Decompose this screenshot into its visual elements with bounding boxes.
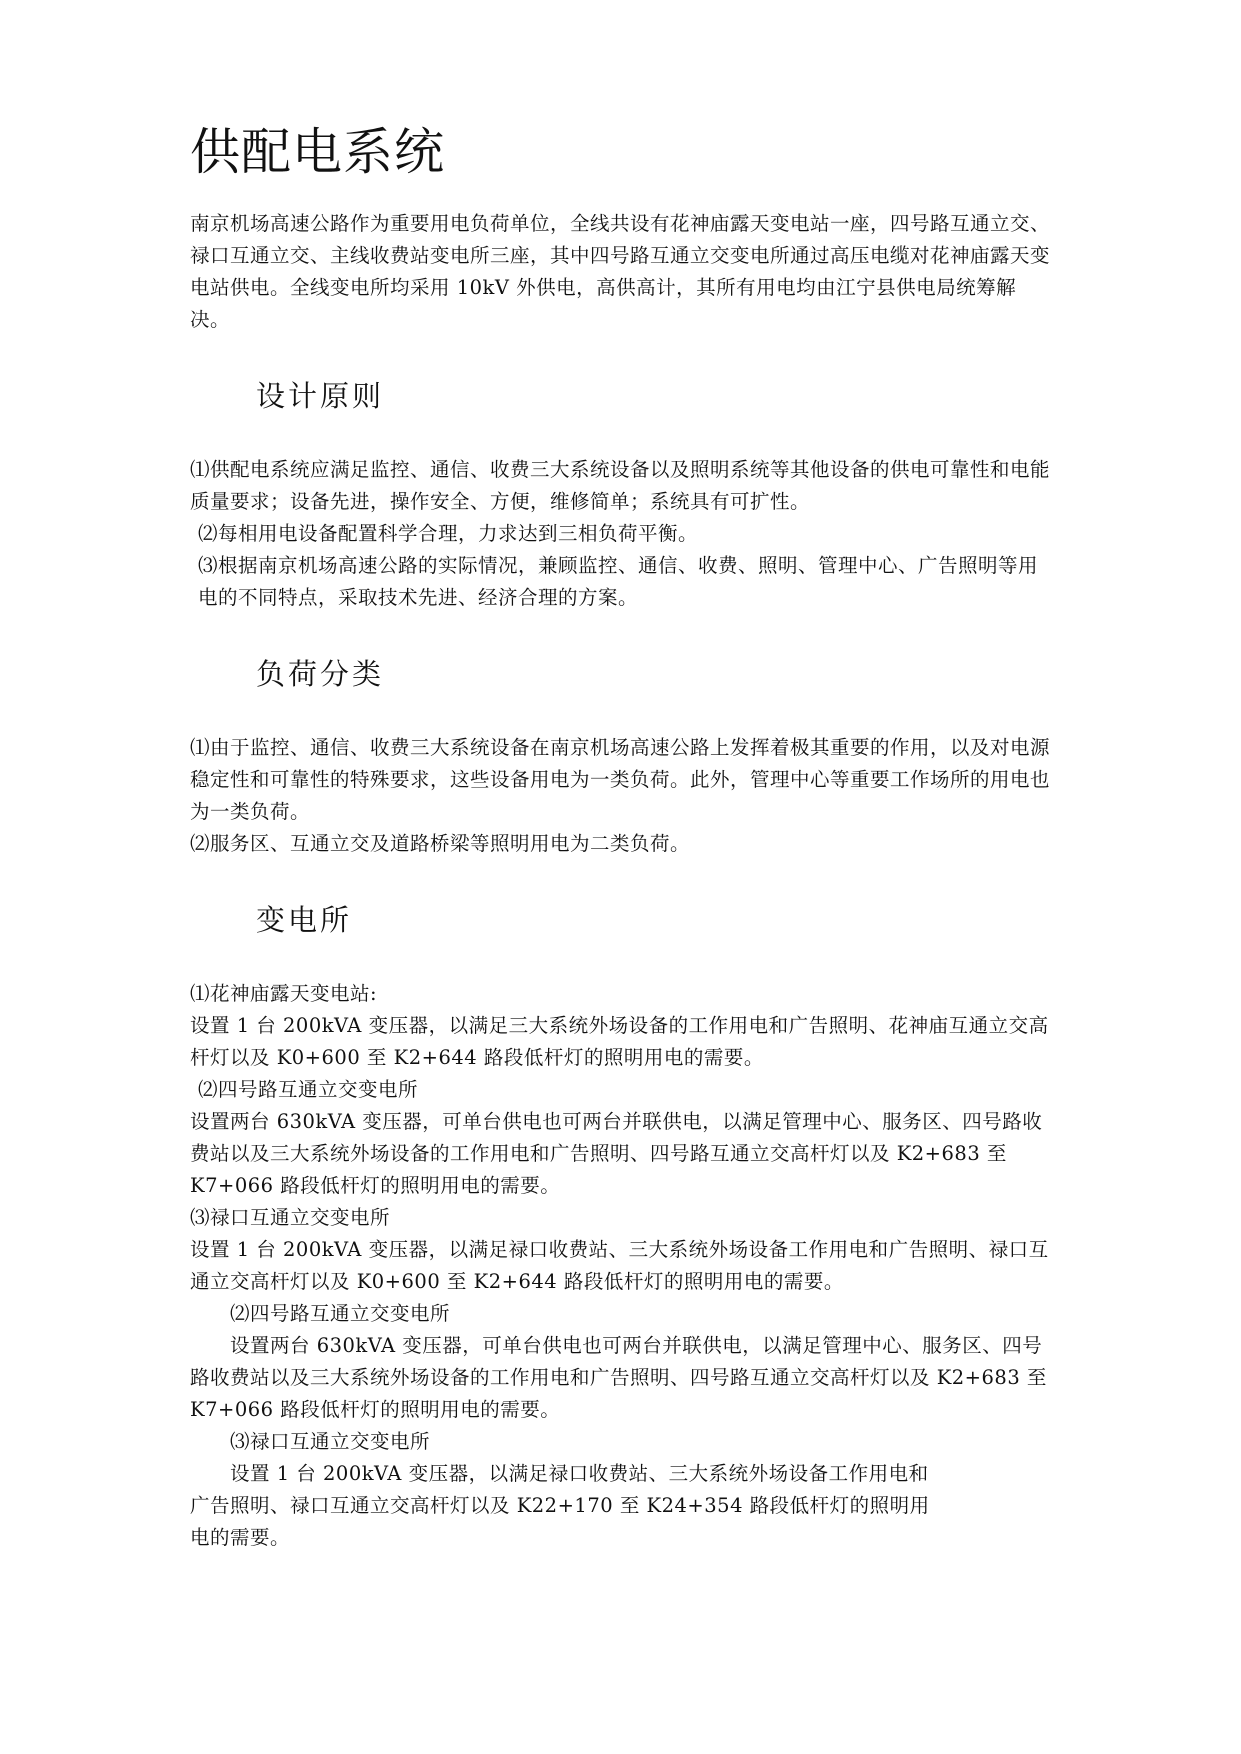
- document-body: [190, 120, 1050, 1554]
- paragraph: ⑴花神庙露天变电站:: [190, 982, 378, 1005]
- paragraph: 设置 1 台 200kVA 变压器，以满足禄口收费站、三大系统外场设备工作用电和广告照明、禄口互通立交高杆灯以及 K22+170 至 K24+354 路段低杆灯的照明用电的需要。: [190, 1462, 930, 1549]
- paragraph: ⑵服务区、互通立交及道路桥梁等照明用电为二类负荷。: [190, 832, 691, 855]
- paragraph: 设置 1 台 200kVA 变压器，以满足三大系统外场设备的工作用电和广告照明、花神庙互通立交高杆灯以及 K0+600 至 K2+644 路段低杆灯的照明用电的需要。: [190, 1014, 1049, 1069]
- paragraph: ⑶根据南京机场高速公路的实际情况，兼顾监控、通信、收费、照明、管理中心、广告照明等用电的不同特点，采取技术先进、经济合理的方案。: [198, 554, 1039, 609]
- paragraph: 设置两台 630kVA 变压器，可单台供电也可两台并联供电，以满足管理中心、服务区、四号路收费站以及三大系统外场设备的工作用电和广告照明、四号路互通立交高杆灯以及 K2+683 至 K7+066 路段低杆灯的照明用电的需要。: [190, 1110, 1043, 1197]
- paragraph: ⑶禄口互通立交变电所: [190, 1206, 391, 1229]
- paragraph: ⑴供配电系统应满足监控、通信、收费三大系统设备以及照明系统等其他设备的供电可靠性和电能质量要求；设备先进，操作安全、方便，维修简单；系统具有可扩性。: [190, 458, 1051, 513]
- paragraph: ⑵四号路互通立交变电所: [230, 1302, 451, 1325]
- section-heading-design-principles: 设计原则: [256, 379, 385, 413]
- paragraph: ⑴由于监控、通信、收费三大系统设备在南京机场高速公路上发挥着极其重要的作用，以及对电源稳定性和可靠性的特殊要求，这些设备用电为一类负荷。此外，管理中心等重要工作场所的用电也为一类负荷。: [190, 736, 1051, 823]
- section-heading-load-classification: 负荷分类: [256, 657, 385, 691]
- paragraph: ⑵四号路互通立交变电所: [198, 1078, 419, 1101]
- paragraph: ⑵每相用电设备配置科学合理，力求达到三相负荷平衡。: [198, 522, 699, 545]
- intro-paragraph: 南京机场高速公路作为重要用电负荷单位，全线共设有花神庙露天变电站一座，四号路互通立交、禄口互通立交、主线收费站变电所三座，其中四号路互通立交变电所通过高压电缆对花神庙露天变电站供电。全线变电所均采用 10kV 外供电，高供高计，其所有用电均由江宁县供电局统筹解决。: [190, 212, 1051, 331]
- paragraph: 设置两台 630kVA 变压器，可单台供电也可两台并联供电，以满足管理中心、服务区、四号路收费站以及三大系统外场设备的工作用电和广告照明、四号路互通立交高杆灯以及 K2+683 至 K7+066 路段低杆灯的照明用电的需要。: [190, 1334, 1047, 1421]
- section-heading-substations: 变电所: [256, 903, 353, 937]
- page-title: 供配电系统: [190, 123, 445, 181]
- paragraph: 设置 1 台 200kVA 变压器，以满足禄口收费站、三大系统外场设备工作用电和广告照明、禄口互通立交高杆灯以及 K0+600 至 K2+644 路段低杆灯的照明用电的需要。: [190, 1238, 1049, 1293]
- paragraph: ⑶禄口互通立交变电所: [230, 1430, 431, 1453]
